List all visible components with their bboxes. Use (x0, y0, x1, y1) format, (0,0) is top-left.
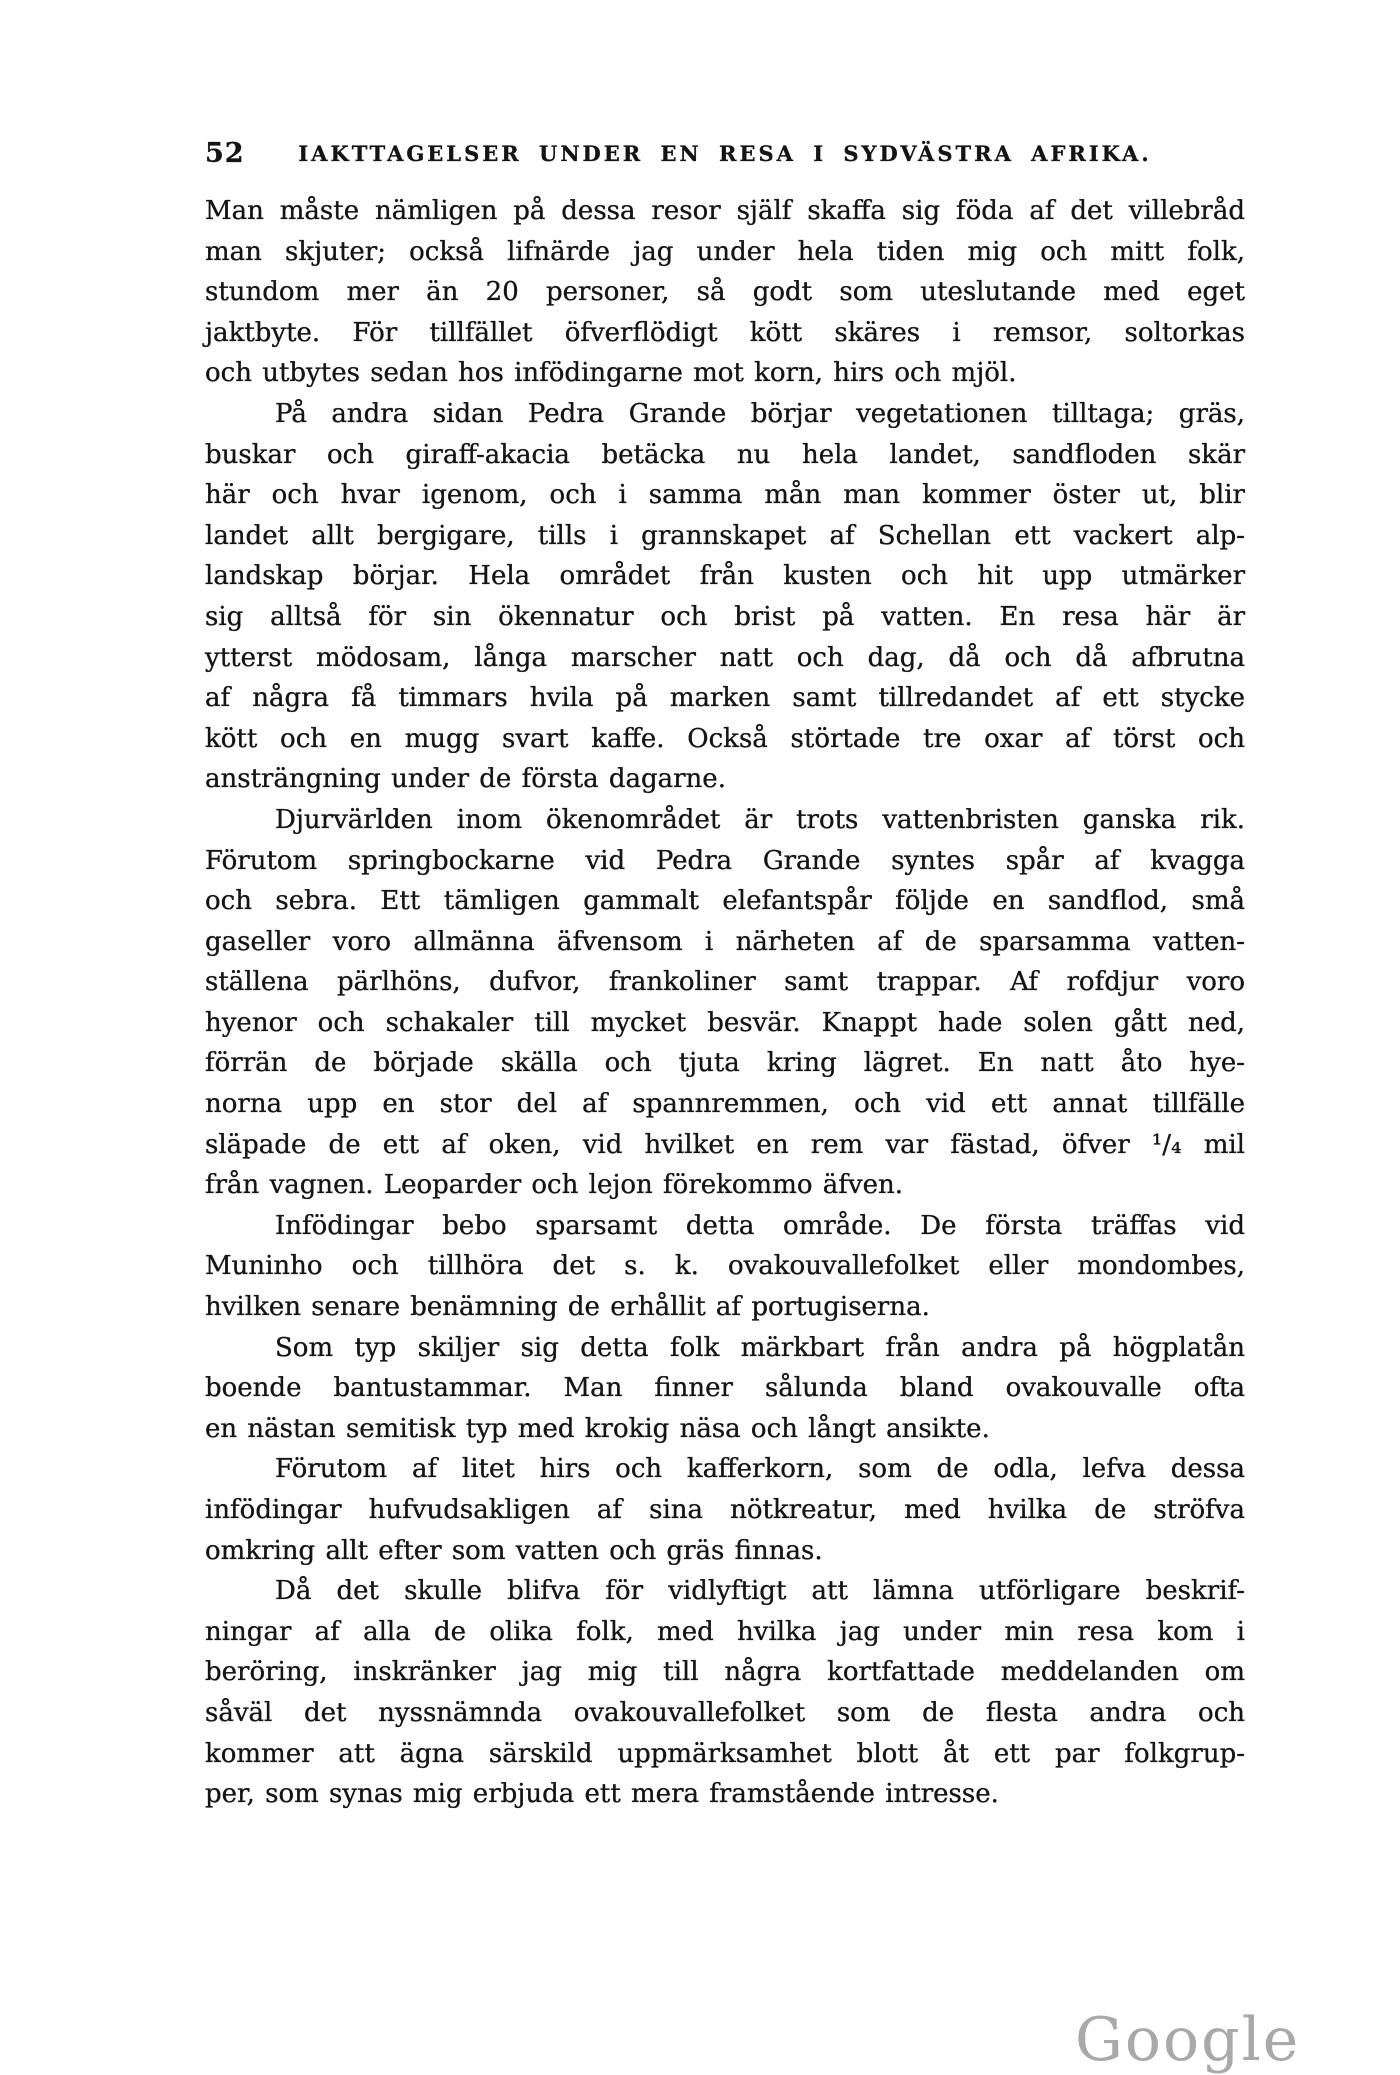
text-line: landskap börjar. Hela området från kusten och hit upp utmärker (205, 561, 1245, 592)
text-line: buskar och giraff-akacia betäcka nu hela landet, sandfloden skär (205, 439, 1245, 470)
text-line: kött och en mugg svart kaffe. Också störtade tre oxar af törst och (205, 723, 1245, 754)
text-line: släpade de ett af oken, vid hvilket en rem var fästad, öfver ¹/₄ mil (205, 1129, 1245, 1160)
text-line: Som typ skiljer sig detta folk märkbart från andra på högplatån (275, 1332, 1245, 1363)
text-line: per, som synas mig erbjuda ett mera framstående intresse. (205, 1779, 999, 1810)
google-watermark: Google (1075, 2005, 1301, 2075)
running-title: IAKTTAGELSER UNDER EN RESA I SYDVÄSTRA AFRIKA. (298, 141, 1152, 166)
text-line: landet allt bergigare, tills i grannskapet af Schellan ett vackert alp- (205, 520, 1245, 551)
text-line: kommer att ägna särskild uppmärksamhet blott åt ett par folkgrup- (205, 1738, 1245, 1769)
text-line: omkring allt efter som vatten och gräs finnas. (205, 1535, 823, 1566)
text-line: hyenor och schakaler till mycket besvär. Knappt hade solen gått ned, (205, 1007, 1245, 1038)
text-line: På andra sidan Pedra Grande börjar vegetationen tilltaga; gräs, (275, 398, 1245, 429)
text-line: förrän de började skälla och tjuta kring lägret. En natt åto hye- (205, 1048, 1245, 1079)
text-line: gaseller voro allmänna äfvensom i närheten af de sparsamma vatten- (205, 926, 1245, 957)
text-line: infödingar hufvudsakligen af sina nötkreatur, med hvilka de ströfva (205, 1495, 1245, 1525)
text-line: Muninho och tillhöra det s. k. ovakouvallefolket eller mondombes, (205, 1251, 1245, 1282)
text-line: ställena pärlhöns, dufvor, frankoliner samt trappar. Af rofdjur voro (205, 967, 1245, 998)
text-line: från vagnen. Leoparder och lejon förekommo äfven. (205, 1170, 903, 1201)
text-line: och sebra. Ett tämligen gammalt elefantspår följde en sandflod, små (205, 886, 1245, 917)
text-line: ytterst mödosam, långa marscher natt och dag, då och då afbrutna (205, 642, 1245, 673)
text-line: man skjuter; också lifnärde jag under hela tiden mig och mitt folk, (205, 236, 1245, 267)
text-line: Förutom springbockarne vid Pedra Grande syntes spår af kvagga (205, 845, 1245, 876)
page-header (205, 138, 1245, 172)
text-line: Man måste nämligen på dessa resor själf skaffa sig föda af det villebråd (205, 196, 1245, 226)
text-line: boende bantustammar. Man finner sålunda bland ovakouvalle ofta (205, 1373, 1245, 1404)
text-line: en nästan semitisk typ med krokig näsa och långt ansikte. (205, 1413, 990, 1444)
text-line: stundom mer än 20 personer, så godt som uteslutande med eget (205, 277, 1245, 308)
text-line: ansträngning under de första dagarne. (205, 764, 726, 795)
page-number: 52 (205, 138, 245, 169)
text-line: Förutom af litet hirs och kafferkorn, som de odla, lefva dessa (275, 1454, 1245, 1485)
text-line: Djurvärlden inom ökenområdet är trots vattenbristen ganska rik. (275, 804, 1245, 835)
text-line: hvilken senare benämning de erhållit af portugiserna. (205, 1292, 930, 1323)
text-line: ningar af alla de olika folk, med hvilka jag under min resa kom i (205, 1616, 1245, 1647)
text-line: jaktbyte. För tillfället öfverflödigt kött skäres i remsor, soltorkas (205, 317, 1245, 348)
text-line: såväl det nyssnämnda ovakouvallefolket som de flesta andra och (205, 1697, 1245, 1728)
page-body (205, 191, 1245, 1815)
text-line: Då det skulle blifva för vidlyftigt att lämna utförligare beskrif- (275, 1576, 1245, 1607)
text-line: beröring, inskränker jag mig till några kortfattade meddelanden om (205, 1657, 1245, 1688)
text-line: norna upp en stor del af spannremmen, och vid ett annat tillfälle (205, 1089, 1245, 1120)
text-line: här och hvar igenom, och i samma mån man kommer öster ut, blir (205, 480, 1245, 511)
text-line: sig alltså för sin ökennatur och brist på vatten. En resa här är (205, 601, 1245, 632)
text-line: och utbytes sedan hos infödingarne mot korn, hirs och mjöl. (205, 358, 1017, 389)
text-line: af några få timmars hvila på marken samt tillredandet af ett stycke (205, 683, 1245, 714)
text-line: Infödingar bebo sparsamt detta område. De första träffas vid (275, 1210, 1245, 1241)
